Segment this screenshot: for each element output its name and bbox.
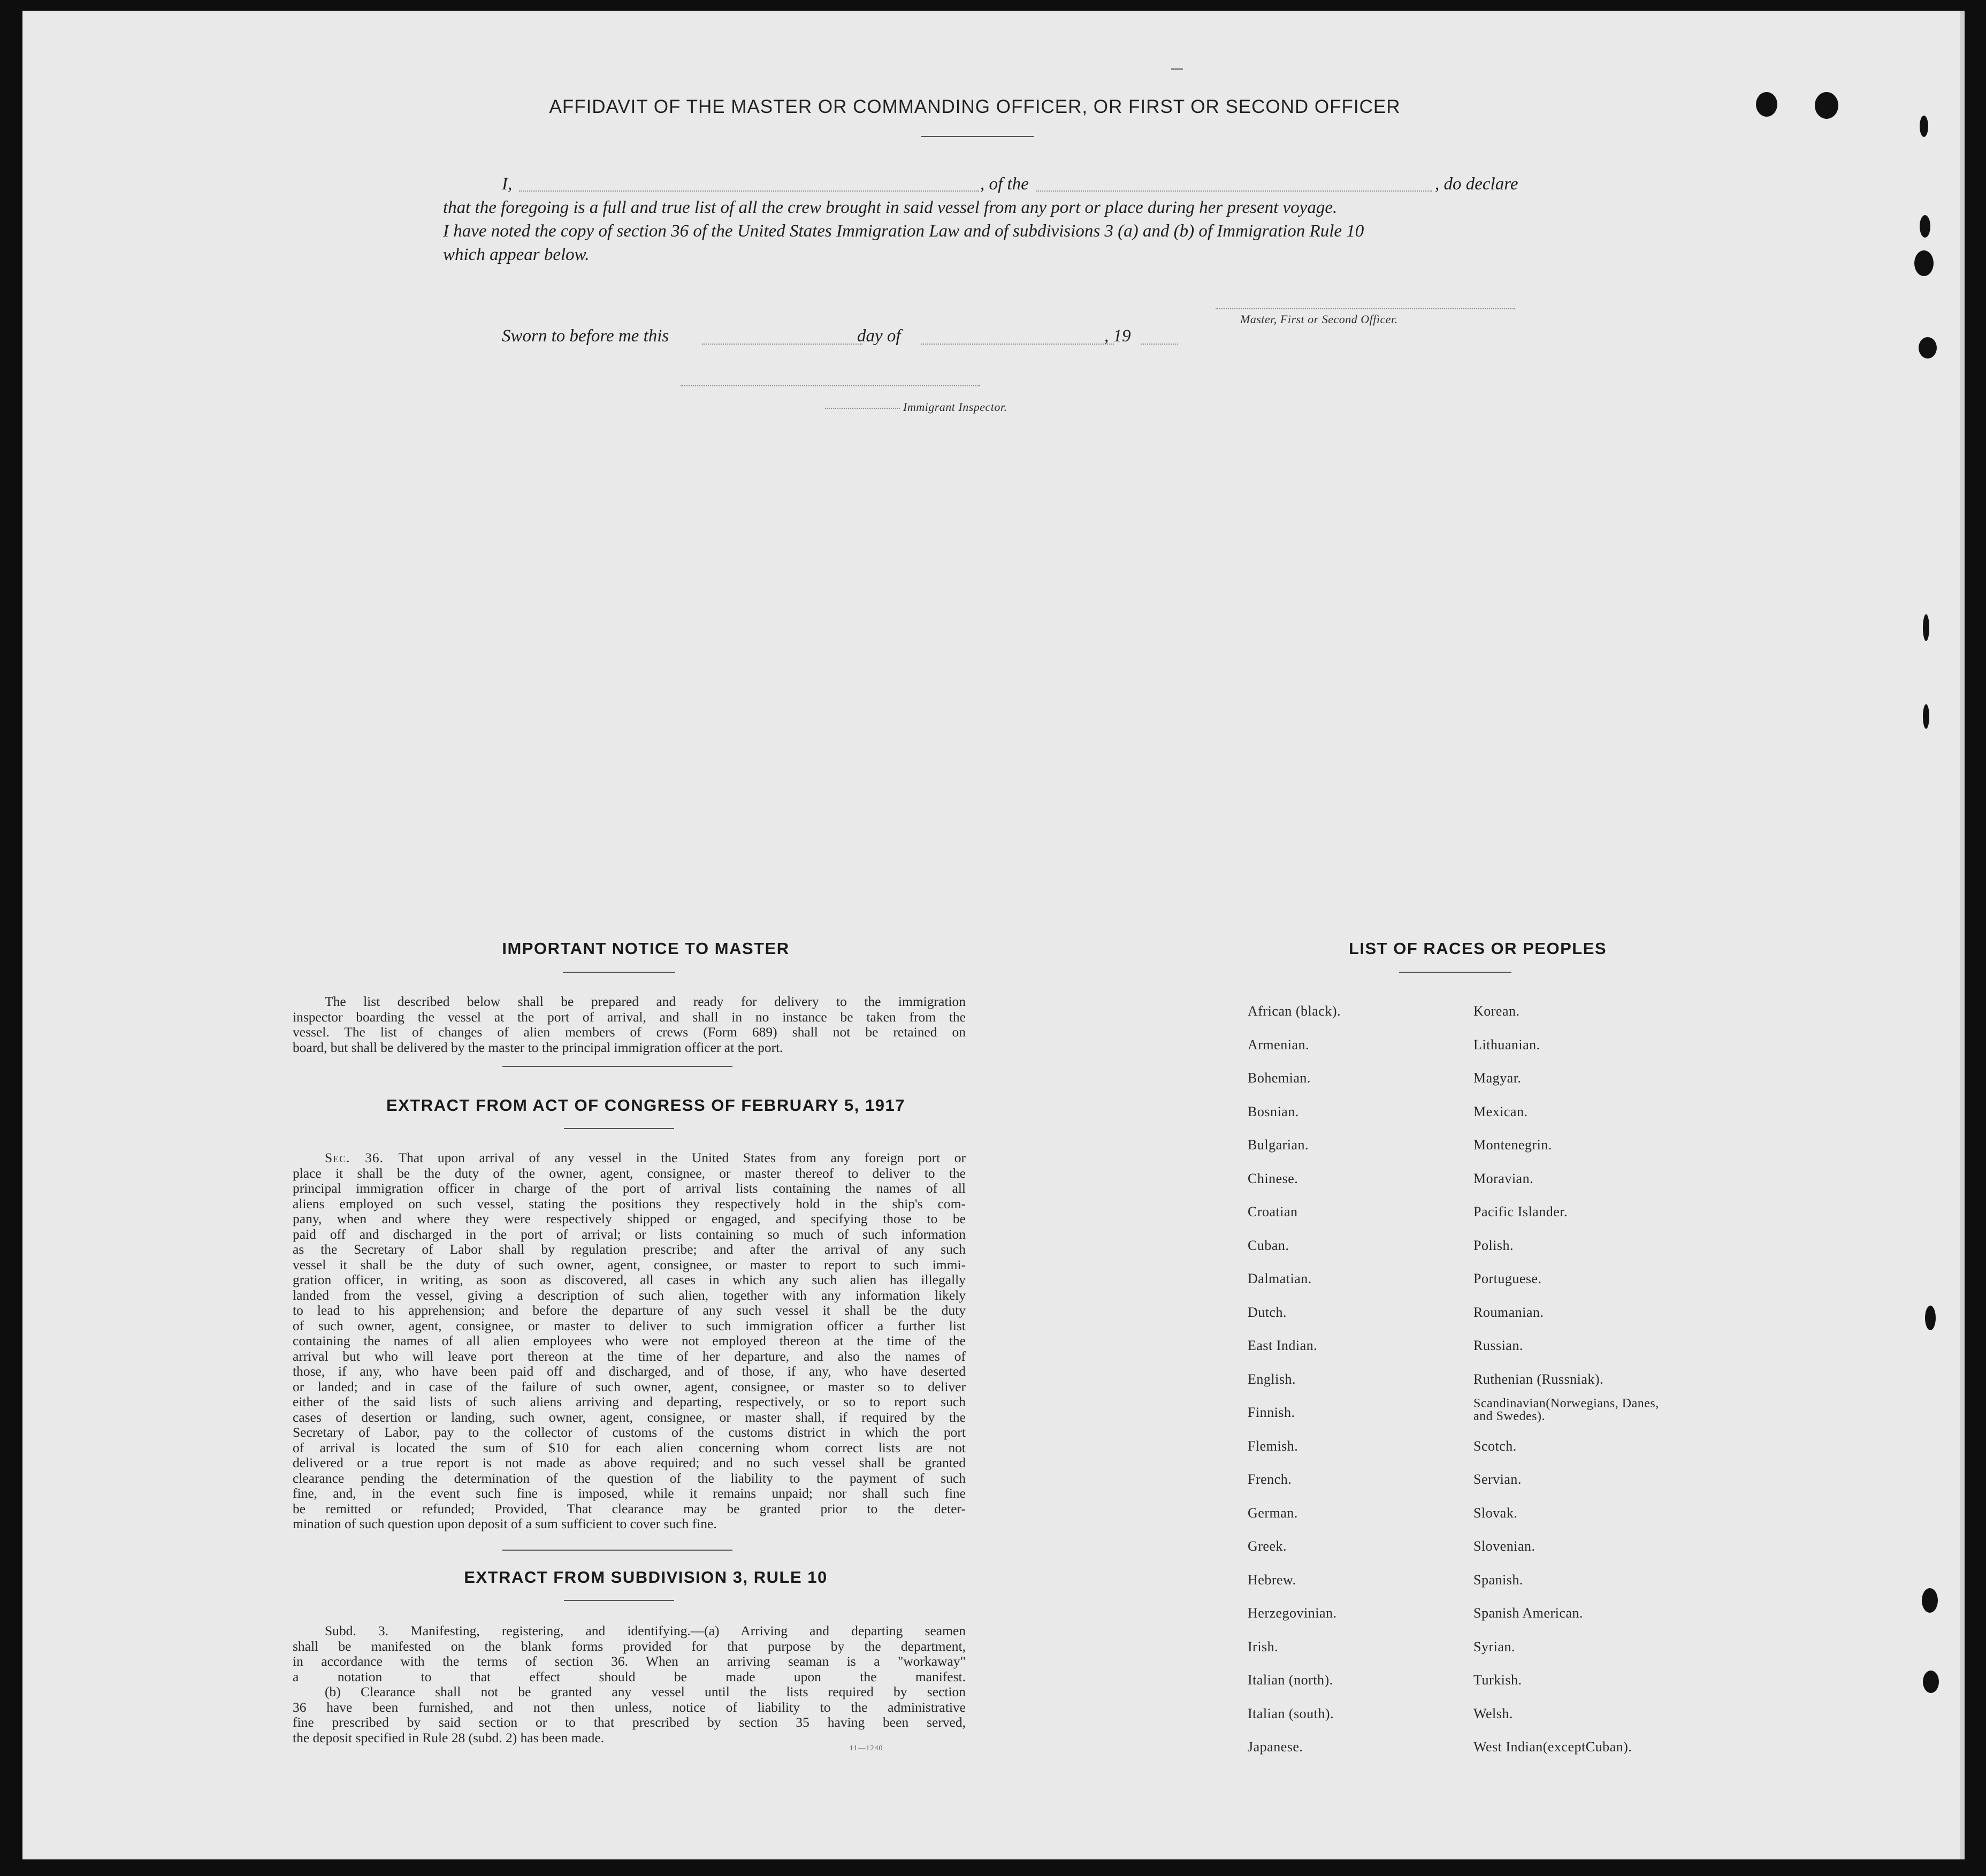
section-divider-2 [502, 1550, 732, 1551]
race-item: Flemish. [1248, 1438, 1298, 1454]
paragraph-line: delivered or a true report is not made as above required; and no such vessel shall be granted [293, 1455, 966, 1470]
race-item: Magyar. [1473, 1070, 1522, 1086]
race-item: Bulgarian. [1248, 1137, 1309, 1153]
race-item: African (black). [1248, 1003, 1341, 1019]
race-item: Italian (south). [1248, 1705, 1334, 1721]
race-item: Chinese. [1248, 1170, 1298, 1186]
paragraph-line: aliens employed on such vessel, stating the positions they respectively hold in the ship's com- [293, 1195, 966, 1211]
paragraph-line: fine prescribed by said section or to that prescribed by section 35 having been served, [293, 1714, 966, 1730]
sworn-day-blank [702, 344, 862, 345]
form-number: 11—1240 [850, 1744, 883, 1752]
races-heading: LIST OF RACES OR PEOPLES [1348, 939, 1607, 958]
race-item: Servian. [1473, 1471, 1522, 1487]
race-item: French. [1248, 1471, 1292, 1487]
paragraph-line: gration officer, in writing, as soon as discovered, all cases in which any such alien has illegally [293, 1272, 966, 1287]
paragraph-line: either of the said lists of such aliens arriving and departing, respectively, or so to report such [293, 1394, 966, 1409]
races-divider [1399, 972, 1511, 973]
paragraph-line: or landed; and in case of the failure of such owner, agent, consignee, or master so to deliver [293, 1378, 966, 1394]
inspector-leader-dots [825, 408, 900, 409]
vessel-blank [1036, 190, 1432, 192]
paragraph-line: vessel it shall be the duty of such owner, agent, consignee, or master to report to such immi- [293, 1256, 966, 1272]
paragraph-line: inspector boarding the vessel at the port of arrival, and shall in no instance be taken from the [293, 1009, 966, 1025]
paragraph-line: fine, and, in the event such fine is imposed, while it remains unpaid; nor shall such fine [293, 1485, 966, 1501]
binder-hole-mark [1923, 704, 1929, 729]
binder-hole-mark [1922, 1588, 1938, 1613]
race-item: Korean. [1473, 1003, 1520, 1019]
race-item: English. [1248, 1371, 1296, 1387]
race-item: Scotch. [1473, 1438, 1517, 1454]
race-item: Roumanian. [1473, 1304, 1544, 1320]
name-blank [519, 190, 979, 192]
paragraph-line: be remitted or refunded; Provided, That clearance may be granted prior to the deter- [293, 1500, 966, 1516]
race-item: Polish. [1473, 1237, 1514, 1253]
race-item: West Indian(exceptCuban). [1473, 1739, 1632, 1755]
paragraph-line: of arrival is located the sum of $10 for each alien concerning whom correct lists are not [293, 1439, 966, 1455]
race-item: Japanese. [1248, 1739, 1303, 1755]
paragraph-line: 36 have been furnished, and not then unless, notice of liability to the administrative [293, 1699, 966, 1715]
race-item: Mexican. [1473, 1103, 1528, 1119]
race-item: Welsh. [1473, 1705, 1513, 1721]
race-item: Montenegrin. [1473, 1137, 1552, 1153]
affidavit-title: AFFIDAVIT OF THE MASTER OR COMMANDING OFFICER, OR FIRST OR SECOND OFFICER [549, 96, 1401, 117]
rule-extract-heading: EXTRACT FROM SUBDIVISION 3, RULE 10 [464, 1568, 828, 1587]
race-item: Irish. [1248, 1638, 1279, 1654]
binder-hole-mark [1923, 614, 1929, 641]
section-divider-1 [502, 1066, 732, 1067]
title-divider [921, 136, 1034, 137]
race-item: Pacific Islander. [1473, 1204, 1568, 1219]
affidavit-line-4: which appear below. [443, 245, 590, 264]
paragraph-line: pany, when and where they were respectively shipped or engaged, and specifying those to be [293, 1211, 966, 1226]
binder-hole-mark [1815, 92, 1838, 119]
race-item: Armenian. [1248, 1036, 1309, 1053]
race-item: Scandinavian(Norwegians, Danes, and Swedes). [1473, 1397, 1659, 1423]
paragraph-line: landed from the vessel, giving a description of such alien, together with any information likely [293, 1287, 966, 1303]
binder-hole-mark [1925, 1306, 1936, 1330]
race-item: Portuguese. [1473, 1271, 1542, 1286]
inspector-signature-line [681, 385, 980, 386]
race-item: Dalmatian. [1248, 1271, 1312, 1286]
race-item: Croatian [1248, 1204, 1298, 1219]
paragraph-line: mination of such question upon deposit of a sum sufficient to cover such fine. [293, 1516, 717, 1531]
paragraph-line: a notation to that effect should be made upon the manifest. [293, 1668, 966, 1684]
affidavit-do-declare-label: , do declare [1435, 174, 1518, 194]
paragraph-line: clearance pending the determination of the question of the liability to the payment of such [293, 1470, 966, 1486]
race-item: Lithuanian. [1473, 1036, 1540, 1053]
binder-hole-mark [1914, 250, 1934, 276]
print-mark [1171, 68, 1183, 70]
affidavit-i-label: I, [502, 174, 513, 194]
race-item: Ruthenian (Russniak). [1473, 1371, 1604, 1387]
paragraph-line: (b) Clearance shall not be granted any vessel until the lists required by section [325, 1684, 966, 1699]
binder-hole-mark [1923, 1671, 1939, 1693]
notice-divider [563, 972, 675, 973]
paragraph-line: vessel. The list of changes of alien members of crews (Form 689) shall not be retained on [293, 1024, 966, 1040]
notice-heading: IMPORTANT NOTICE TO MASTER [502, 939, 790, 958]
race-item: Bohemian. [1248, 1070, 1311, 1086]
year-label: , 19 [1104, 326, 1131, 346]
page-edge [1960, 11, 1965, 1859]
race-item: Dutch. [1248, 1304, 1287, 1320]
notice-paragraph [293, 994, 966, 1055]
act-extract-heading: EXTRACT FROM ACT OF CONGRESS OF FEBRUARY 5, 1917 [386, 1096, 905, 1115]
paragraph-line: in accordance with the terms of section 36. When an arriving seaman is a "workaway" [293, 1653, 966, 1669]
sworn-label: Sworn to before me this [502, 326, 669, 346]
binder-hole-mark [1920, 116, 1928, 137]
paragraph-line: arrival but who will leave port thereon at the time of her departure, and also the names of [293, 1348, 966, 1364]
paragraph-line: as the Secretary of Labor shall by regulation prescribe; and after the arrival of any such [293, 1241, 966, 1257]
paragraph-line: shall be manifested on the blank forms provided for that purpose by the department, [293, 1638, 966, 1654]
race-item: Spanish. [1473, 1572, 1523, 1588]
sworn-month-blank [921, 344, 1114, 345]
race-item: Italian (north). [1248, 1672, 1333, 1688]
paragraph-line: board, but shall be delivered by the master to the principal immigration officer at the port. [293, 1039, 783, 1055]
act-extract-divider [564, 1128, 674, 1129]
document-page [22, 11, 1965, 1859]
signature-line [1216, 308, 1515, 309]
paragraph-line: cases of desertion or landing, such owner, agent, consignee, or master shall, if required by the [293, 1409, 966, 1425]
paragraph-line: paid off and discharged in the port of arrival; or lists containing so much of such information [293, 1226, 966, 1242]
paragraph-line: to lead to his apprehension; and before the departure of any such vessel it shall be the duty [293, 1302, 966, 1318]
affidavit-line-3: I have noted the copy of section 36 of the United States Immigration Law and of subdivisions 3 (a) and (b) of Immigration Rule 10 [443, 222, 1364, 241]
paragraph-line: the deposit specified in Rule 28 (subd. 2) has been made. [293, 1729, 605, 1745]
paragraph-line: of such owner, agent, consignee, or master to deliver to such immigration officer a further list [293, 1317, 966, 1333]
paragraph-line: Subd. 3. Manifesting, registering, and identifying.—(a) Arriving and departing seamen [325, 1623, 966, 1638]
day-of-label: day of [857, 326, 901, 346]
race-item: Russian. [1473, 1338, 1523, 1353]
race-item: Cuban. [1248, 1237, 1289, 1253]
affidavit-line-2: that the foregoing is a full and true list of all the crew brought in said vessel from any port or place during her present voyage. [443, 198, 1338, 217]
paragraph-line: containing the names of all alien employees who were not employed thereon at the time of the [293, 1333, 966, 1348]
rule-extract-paragraph [293, 1623, 966, 1745]
race-item: Moravian. [1473, 1170, 1534, 1186]
race-item: German. [1248, 1505, 1298, 1521]
race-item: Slovenian. [1473, 1538, 1536, 1554]
paragraph-line: principal immigration officer in charge of the port of arrival lists containing the names of all [293, 1180, 966, 1196]
race-item: Herzegovinian. [1248, 1605, 1337, 1621]
race-item: Slovak. [1473, 1505, 1518, 1521]
race-item: Greek. [1248, 1538, 1287, 1554]
race-item: Turkish. [1473, 1672, 1522, 1688]
race-item: Syrian. [1473, 1638, 1515, 1654]
rule-extract-divider [564, 1600, 674, 1601]
binder-hole-mark [1756, 92, 1777, 117]
binder-hole-mark [1919, 337, 1937, 359]
affidavit-of-the-label: , of the [980, 174, 1029, 194]
paragraph-line: place it shall be the duty of the owner, agent, consignee, or master thereof to deliver to the [293, 1165, 966, 1181]
act-extract-paragraph [293, 1150, 966, 1532]
binder-hole-mark [1920, 215, 1930, 238]
race-item: Hebrew. [1248, 1572, 1296, 1588]
race-item: East Indian. [1248, 1338, 1318, 1353]
race-item: Bosnian. [1248, 1103, 1299, 1119]
paragraph-line: The list described below shall be prepared and ready for delivery to the immigration [325, 994, 966, 1009]
section-label: Sec. 36. [325, 1150, 399, 1165]
inspector-caption: Immigrant Inspector. [903, 400, 1007, 414]
race-item: Finnish. [1248, 1405, 1295, 1420]
signature-caption: Master, First or Second Officer. [1240, 312, 1398, 326]
sworn-year-blank [1141, 344, 1178, 345]
paragraph-line: Secretary of Labor, pay to the collector of customs of the customs district in which the port [293, 1424, 966, 1440]
paragraph-line: those, if any, who have been paid off and discharged, and of those, if any, who have deserted [293, 1363, 966, 1379]
paragraph-line: Sec. 36. That upon arrival of any vessel in the United States from any foreign port or [325, 1150, 966, 1165]
race-item: Spanish American. [1473, 1605, 1583, 1621]
